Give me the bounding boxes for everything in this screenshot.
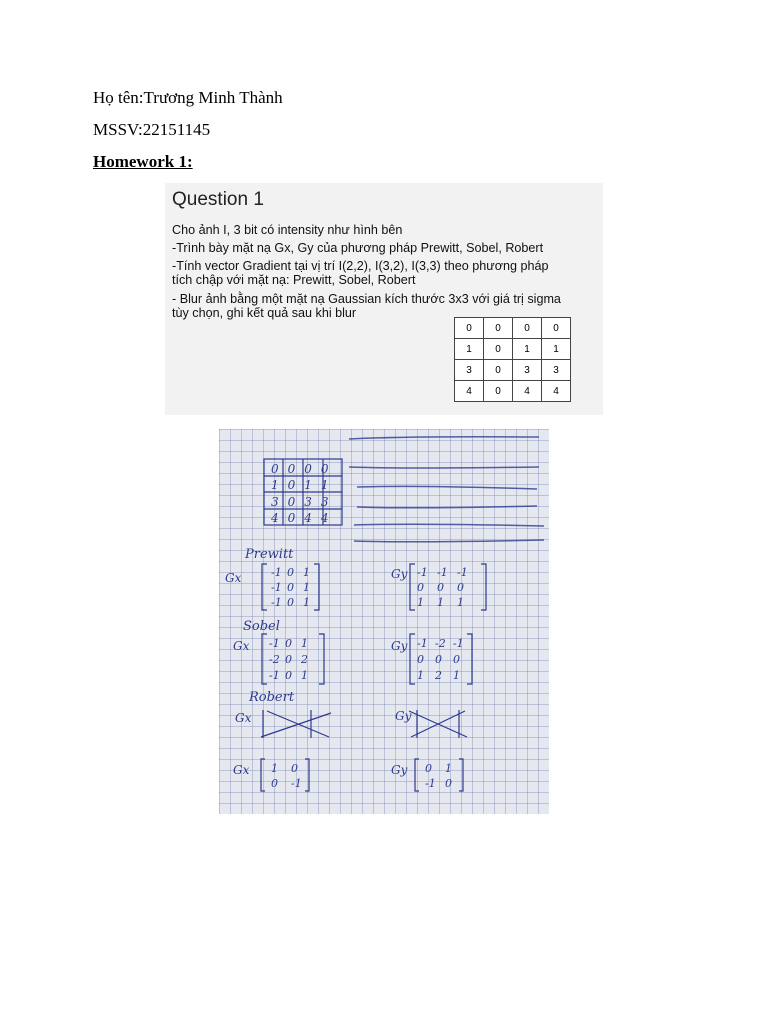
question-image — [165, 183, 603, 415]
matrix-cell: 3 — [513, 360, 542, 381]
sketch-row: 1011 — [271, 478, 338, 492]
matrix-row — [455, 318, 571, 339]
matrix-entry: 0 — [271, 777, 278, 790]
matrix-entry: 1 — [303, 566, 310, 579]
matrix-cell: 4 — [513, 381, 542, 402]
matrix-entry: 1 — [301, 669, 308, 682]
matrix-cell: 4 — [542, 381, 571, 402]
matrix-entry: 0 — [285, 669, 292, 682]
matrix-entry: 0 — [445, 777, 452, 790]
sketch-row: 0000 — [271, 462, 338, 476]
matrix-cell: 1 — [542, 339, 571, 360]
matrix-entry: -1 — [437, 566, 448, 579]
matrix-entry: 1 — [303, 596, 310, 609]
matrix-cell: 0 — [542, 318, 571, 339]
matrix-entry: -2 — [435, 637, 446, 650]
matrix-entry: 1 — [445, 762, 452, 775]
matrix-entry: 0 — [287, 581, 294, 594]
matrix-entry: 0 — [417, 653, 424, 666]
matrix-entry: 0 — [435, 653, 442, 666]
gx-label: Gx — [235, 711, 252, 725]
matrix-entry: 0 — [437, 581, 444, 594]
matrix-cell: 0 — [484, 381, 513, 402]
sobel-label: Sobel — [243, 619, 280, 634]
homework-title: Homework 1: — [93, 152, 193, 171]
matrix-entry: -1 — [271, 596, 282, 609]
matrix-entry: 2 — [301, 653, 308, 666]
matrix-cell: 0 — [484, 360, 513, 381]
matrix-entry: -1 — [269, 669, 280, 682]
matrix-cell: 3 — [542, 360, 571, 381]
gy-label: Gy — [391, 567, 408, 581]
question-line: - Blur ảnh bằng một mặt nạ Gaussian kích thước 3x3 với giá trị sigma — [172, 292, 561, 306]
matrix-entry: 0 — [457, 581, 464, 594]
matrix-entry: 1 — [457, 596, 464, 609]
matrix-entry: 0 — [285, 637, 292, 650]
matrix-entry: -1 — [291, 777, 302, 790]
matrix-entry: 2 — [435, 669, 442, 682]
question-line: Cho ảnh I, 3 bit có intensity như hình bên — [172, 223, 403, 237]
question-title: Question 1 — [172, 189, 264, 210]
matrix-entry: 1 — [303, 581, 310, 594]
matrix-cell: 0 — [484, 318, 513, 339]
sketch-row: 4044 — [271, 511, 338, 525]
matrix-entry: -1 — [417, 637, 428, 650]
matrix-cell: 3 — [455, 360, 484, 381]
gx-label: Gx — [233, 639, 250, 653]
matrix-cell: 1 — [513, 339, 542, 360]
prewitt-label: Prewitt — [245, 547, 294, 562]
student-id-line: MSSV:22151145 — [93, 120, 211, 139]
question-line: tùy chọn, ghi kết quả sau khi blur — [172, 306, 357, 320]
matrix-entry: 0 — [285, 653, 292, 666]
question-line: -Trình bày mặt nạ Gx, Gy của phương pháp Prewitt, Sobel, Robert — [172, 241, 544, 255]
matrix-row — [455, 381, 571, 402]
handwritten-notes-photo — [219, 429, 549, 814]
gx-label: Gx — [233, 763, 250, 777]
matrix-entry: -1 — [271, 566, 282, 579]
matrix-cell: 0 — [455, 318, 484, 339]
matrix-entry: 1 — [417, 596, 424, 609]
matrix-entry: -2 — [269, 653, 280, 666]
sketch-row: 3033 — [271, 495, 338, 509]
matrix-entry: 0 — [453, 653, 460, 666]
matrix-entry: 0 — [291, 762, 298, 775]
name-line: Họ tên:Trương Minh Thành — [93, 88, 283, 107]
matrix-entry: 1 — [301, 637, 308, 650]
matrix-entry: 0 — [287, 596, 294, 609]
matrix-entry: -1 — [417, 566, 428, 579]
matrix-entry: 1 — [271, 762, 278, 775]
matrix-entry: -1 — [269, 637, 280, 650]
matrix-cell: 0 — [513, 318, 542, 339]
matrix-row — [455, 339, 571, 360]
question-line: tích chập với mặt nạ: Prewitt, Sobel, Robert — [172, 273, 416, 287]
matrix-entry: 1 — [453, 669, 460, 682]
matrix-row — [455, 360, 571, 381]
matrix-entry: 1 — [437, 596, 444, 609]
question-line: -Tính vector Gradient tại vị trí I(2,2), I(3,2), I(3,3) theo phương pháp — [172, 259, 549, 273]
gx-label: Gx — [225, 571, 242, 585]
gy-label: Gy — [391, 639, 408, 653]
matrix-cell: 0 — [484, 339, 513, 360]
robert-label: Robert — [249, 690, 295, 705]
gy-label: Gy — [395, 709, 412, 723]
matrix-cell: 1 — [455, 339, 484, 360]
matrix-entry: 0 — [287, 566, 294, 579]
matrix-cell: 4 — [455, 381, 484, 402]
matrix-entry: -1 — [425, 777, 436, 790]
matrix-entry: -1 — [453, 637, 464, 650]
matrix-entry: -1 — [271, 581, 282, 594]
matrix-entry: 0 — [425, 762, 432, 775]
gy-label: Gy — [391, 763, 408, 777]
matrix-entry: 0 — [417, 581, 424, 594]
intensity-matrix — [454, 317, 571, 402]
matrix-entry: -1 — [457, 566, 468, 579]
matrix-entry: 1 — [417, 669, 424, 682]
